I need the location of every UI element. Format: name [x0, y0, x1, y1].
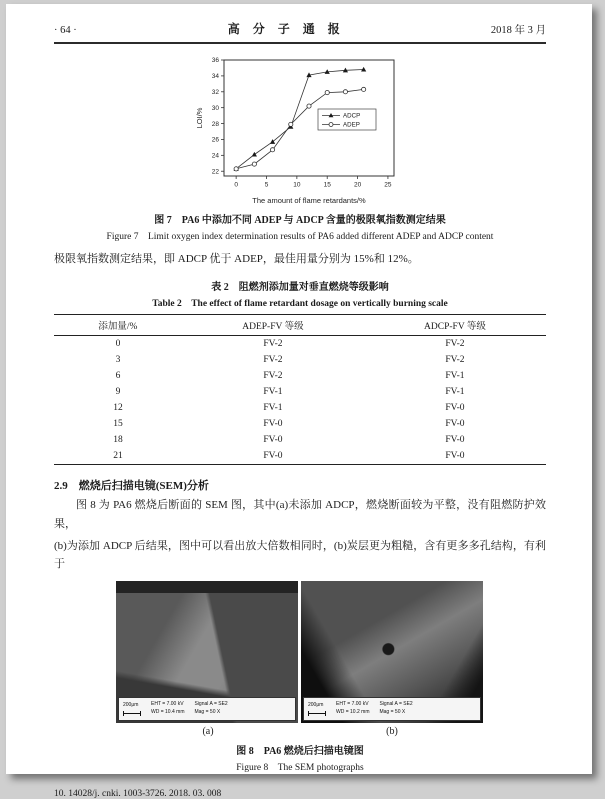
svg-text:20: 20	[353, 181, 362, 189]
section-2-9-body-line2: (b)为添加 ADCP 后结果，图中可以看出放大倍数相同时，(b)炭层更为粗糙，含有更多多孔结构，有利于	[54, 539, 546, 571]
cell-dosage: 3	[115, 355, 121, 366]
doi-text: 10. 14028/j. cnki. 1003-3726. 2018. 03. 008	[54, 788, 222, 799]
panel-b-label: (b)	[386, 725, 398, 737]
table-row	[54, 400, 546, 416]
table-row	[54, 432, 546, 448]
svg-text:22: 22	[211, 168, 219, 176]
cell-adcp-fv: FV-2	[445, 339, 465, 350]
figure7-caption-en: Figure 7 Limit oxygen index determination results of PA6 added different ADEP and ADCP content	[106, 232, 494, 242]
cell-adcp-fv: FV-2	[445, 355, 465, 366]
figure7-caption-zh: 图 7 PA6 中添加不同 ADEP 与 ADCP 含量的极限氧指数测定结果	[154, 215, 446, 226]
svg-text:28: 28	[211, 120, 219, 128]
paragraph-loi-results: 极限氧指数测定结果，即 ADCP 优于 ADEP，最佳用量分别为 15%和 12%。	[54, 253, 419, 265]
signal-a: Signal A = SE2	[194, 701, 228, 708]
table-row	[54, 384, 546, 400]
svg-text:26: 26	[211, 136, 219, 144]
loi-chart	[194, 52, 406, 206]
col-header-adcp-fv: ADCP-FV 等级	[424, 322, 486, 333]
scale-bar-icon	[308, 711, 326, 716]
col-header-dosage: 添加量/%	[98, 322, 138, 333]
cell-dosage: 15	[113, 419, 123, 430]
svg-text:LOI/%: LOI/%	[195, 107, 204, 129]
cell-dosage: 21	[113, 451, 123, 462]
table-row	[54, 448, 546, 465]
table-body	[54, 336, 546, 465]
table2-title-en: Table 2 The effect of flame retardant dosage on vertically burning scale	[152, 299, 448, 310]
eht-b: EHT = 7.00 kV	[336, 701, 369, 708]
section-2-9-body-line1: 图 8 为 PA6 燃烧后断面的 SEM 图，其中(a)未添加 ADCP，燃烧断面较为平整，没有阻燃防护效果，	[54, 499, 546, 530]
cell-adep-fv: FV-0	[263, 435, 283, 446]
table-header-row	[54, 315, 546, 336]
cell-adep-fv: FV-2	[263, 371, 283, 382]
cell-dosage: 12	[113, 403, 123, 414]
svg-text:The amount of flame retardant: The amount of flame retardants/%	[252, 196, 366, 205]
cell-dosage: 6	[115, 371, 121, 382]
svg-text:5: 5	[264, 181, 269, 189]
scale-label-b: 200μm	[308, 702, 324, 709]
table-row	[54, 416, 546, 432]
figure8-caption-en: Figure 8 The SEM photographs	[236, 762, 364, 773]
cell-adcp-fv: FV-0	[445, 435, 465, 446]
cell-dosage: 0	[115, 339, 121, 350]
table2-title-zh: 表 2 阻燃剂添加量对垂直燃烧等级影响	[211, 282, 389, 294]
table-row	[54, 352, 546, 368]
wd-a: WD = 10.4 mm	[151, 708, 185, 715]
scale-label-a: 200μm	[123, 702, 139, 709]
svg-text:36: 36	[211, 57, 219, 65]
table-row	[54, 368, 546, 384]
page-number: · 64 ·	[54, 25, 77, 36]
mag-b: Mag = 50 X	[379, 708, 406, 715]
sem-image-b	[301, 581, 483, 723]
cell-dosage: 18	[113, 435, 123, 446]
figure8-container	[116, 581, 484, 737]
cell-adcp-fv: FV-1	[445, 387, 465, 398]
cell-adcp-fv: FV-0	[445, 419, 465, 430]
svg-text:10: 10	[293, 181, 301, 189]
col-header-adep-fv: ADEP-FV 等级	[242, 322, 304, 333]
sem-infobar-a	[118, 697, 296, 721]
figure8-caption-zh: 图 8 PA6 燃烧后扫描电镜图	[236, 745, 364, 757]
cell-adep-fv: FV-0	[263, 451, 283, 462]
panel-a-label: (a)	[202, 725, 214, 737]
sem-image-a	[116, 581, 298, 723]
svg-text:25: 25	[384, 181, 392, 189]
sem-infobar-b	[303, 697, 481, 721]
journal-title: 高分子通报	[227, 22, 353, 36]
table2	[54, 314, 546, 465]
cell-adep-fv: FV-1	[263, 387, 283, 398]
svg-text:ADEP: ADEP	[343, 121, 360, 129]
cell-adcp-fv: FV-0	[445, 451, 465, 462]
scanned-page	[6, 4, 592, 799]
svg-text:34: 34	[211, 73, 219, 81]
svg-text:ADCP: ADCP	[343, 112, 361, 120]
cell-adcp-fv: FV-1	[445, 371, 465, 382]
svg-text:30: 30	[211, 104, 219, 112]
svg-text:15: 15	[323, 181, 331, 189]
cell-adep-fv: FV-2	[263, 355, 283, 366]
wd-b: WD = 10.2 mm	[336, 708, 370, 715]
svg-text:0: 0	[234, 181, 238, 189]
page-header	[54, 20, 546, 44]
eht-a: EHT = 7.00 kV	[151, 701, 184, 708]
figure7-chart-container	[54, 52, 546, 206]
cell-adep-fv: FV-1	[263, 403, 283, 414]
signal-b: Signal A = SE2	[379, 701, 413, 708]
cell-adep-fv: FV-2	[263, 339, 283, 350]
cell-dosage: 9	[115, 387, 121, 398]
table-row	[54, 336, 546, 353]
issue-date: 2018 年 3 月	[490, 25, 546, 36]
svg-text:32: 32	[211, 88, 219, 96]
section-2-9-heading: 2.9 燃烧后扫描电镜(SEM)分析	[54, 480, 209, 493]
mag-a: Mag = 50 X	[194, 708, 221, 715]
cell-adep-fv: FV-0	[263, 419, 283, 430]
svg-text:24: 24	[211, 152, 219, 160]
scale-bar-icon	[123, 711, 141, 716]
cell-adcp-fv: FV-0	[445, 403, 465, 414]
